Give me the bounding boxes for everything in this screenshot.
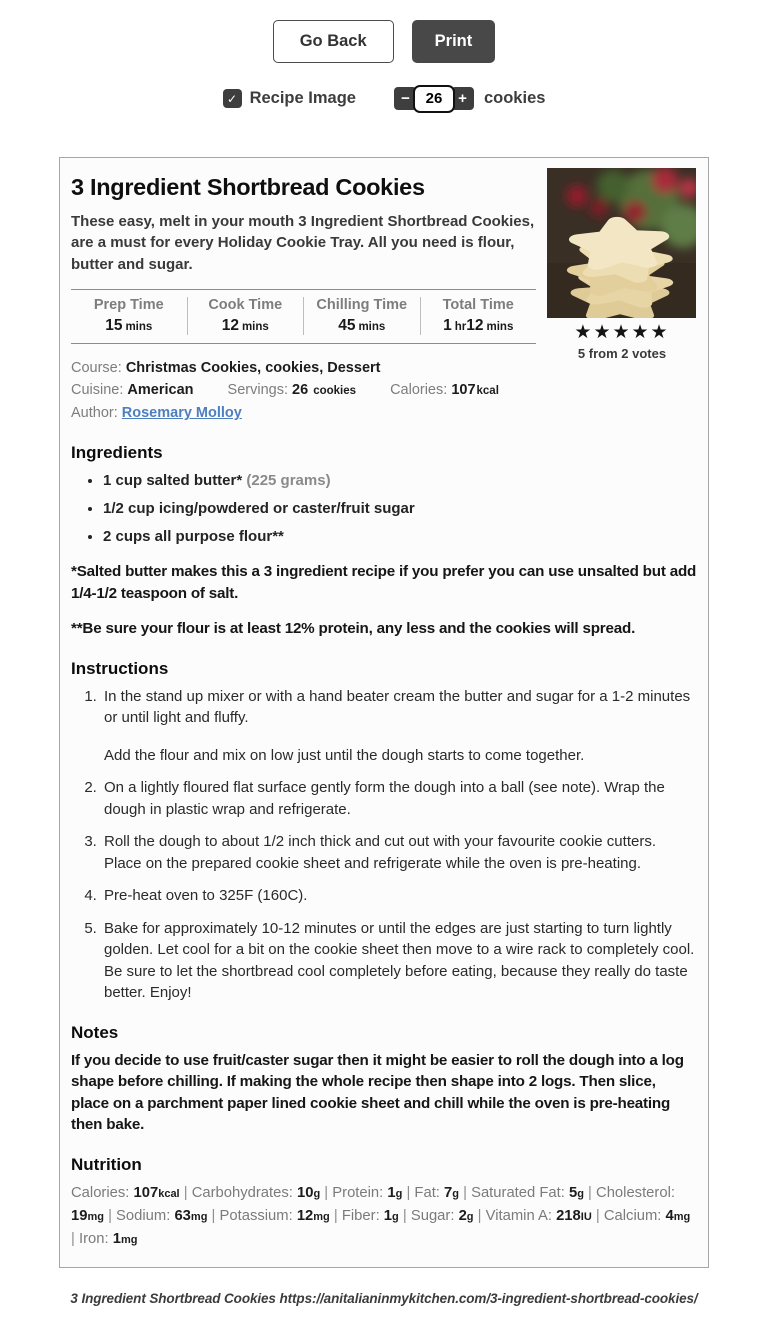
cuisine-servings-calories-line [71, 379, 536, 402]
times-table [71, 289, 536, 344]
recipe-image-label: Recipe Image [249, 89, 356, 107]
nutrition-unit: g [392, 1210, 399, 1223]
time-amount: 15 [105, 317, 123, 334]
decrease-servings-button[interactable]: − [394, 87, 417, 110]
nutrition-heading: Nutrition [71, 1154, 142, 1174]
nutrition-text [71, 1182, 697, 1251]
recipe-header [71, 166, 697, 425]
nutrition-label: Protein: [332, 1184, 388, 1201]
ingredient-item [103, 498, 697, 519]
ingredient-note: (225 grams) [242, 472, 331, 489]
nutrition-value: 218 [556, 1207, 581, 1224]
nutrition-separator: | [71, 1230, 79, 1247]
nutrition-label: Saturated Fat: [471, 1184, 569, 1201]
time-amount: 12 [221, 317, 239, 334]
nutrition-separator: | [329, 1207, 342, 1224]
nutrition-separator: | [591, 1207, 604, 1224]
nutrition-unit: mg [190, 1210, 208, 1223]
ingredients-list [71, 470, 697, 547]
source-citation: 3 Ingredient Shortbread Cookies https://anitalianinmykitchen.com/3-ingredient-shortbread-cookies/ [70, 1290, 698, 1306]
instruction-step [101, 831, 697, 874]
nutrition-value: 5 [568, 1184, 578, 1201]
servings-pair [228, 382, 361, 398]
time-label: Cook Time [208, 297, 283, 313]
recipe-card [59, 157, 709, 1268]
recipe-photo [547, 168, 696, 318]
time-label: Total Time [442, 297, 514, 313]
instruction-paragraph: Add the flour and mix on low just until the dough starts to come together. [104, 746, 585, 764]
time-amount: 1 [443, 317, 452, 334]
recipe-image-checkbox[interactable] [223, 89, 242, 108]
nutrition-separator: | [103, 1207, 117, 1224]
checkmark-icon: ✓ [227, 91, 238, 106]
nutrition-unit: mg [313, 1210, 330, 1223]
servings-unit: cookies [313, 385, 357, 397]
nutrition-value: 4 [665, 1207, 674, 1224]
nutrition-label: Calcium: [603, 1207, 666, 1224]
print-button[interactable]: Print [412, 20, 496, 63]
instruction-step [101, 885, 697, 907]
nutrition-label: Potassium: [219, 1207, 297, 1224]
instruction-step [101, 777, 697, 820]
instructions-list [71, 686, 697, 1004]
nutrition-value: 19 [71, 1207, 88, 1224]
ingredient-text: 1 cup salted butter* [103, 472, 243, 489]
nutrition-unit: g [452, 1187, 459, 1200]
ingredient-text: 1/2 cup icing/powdered or caster/fruit sugar [103, 500, 415, 517]
servings-value: 26 [292, 382, 309, 398]
nutrition-separator: | [473, 1207, 486, 1224]
nutrition-unit: mg [673, 1210, 691, 1223]
time-value [308, 317, 416, 335]
instruction-paragraph: 5. Bake for approximately 10-12 minutes or until the edges are just starting to turn lightly golden. Let cool for a bit on the cookie sheet then move to a wire rack to completely cool. Be sure to let the shortbread cool completely before eating, because they really do taste better. Enjoy! [104, 919, 695, 1001]
nutrition-label: Calories: [71, 1184, 134, 1201]
print-toolbar [0, 0, 768, 63]
time-cell [303, 297, 420, 335]
calories-pair [390, 382, 499, 398]
time-amount: 45 [338, 317, 356, 334]
nutrition-value: 2 [458, 1207, 467, 1224]
instructions-heading: Instructions [71, 658, 169, 678]
nutrition-value: 107 [133, 1184, 159, 1201]
time-label: Chilling Time [316, 297, 408, 313]
nutrition-value: 10 [296, 1184, 314, 1201]
nutrition-label: Carbohydrates: [191, 1184, 297, 1201]
ingredients-heading: Ingredients [71, 443, 163, 462]
instruction-step [101, 918, 697, 1004]
nutrition-separator: | [583, 1184, 597, 1201]
time-unit: mins [358, 321, 386, 333]
author-line [71, 402, 536, 424]
rating-votes: 5 from 2 votes [577, 345, 667, 361]
print-options-row [0, 85, 768, 113]
time-label: Prep Time [93, 297, 164, 313]
instruction-paragraph: 3. Roll the dough to about 1/2 inch thick and cut out with your favourite cookie cutters. Place on the prepared cookie sheet and refrigerate while the oven is pre-heating. [104, 833, 656, 872]
ingredient-footnote: *Salted butter makes this a 3 ingredient recipe if you prefer you can use unsalted but add 1/4-1/2 teaspoon of salt. [71, 563, 697, 602]
notes-heading: Notes [71, 1022, 119, 1042]
instruction-step [101, 686, 697, 767]
instruction-paragraph: 1. In the stand up mixer or with a hand beater cream the butter and sugar for a 1-2 minutes or until light and fluffy. [104, 687, 691, 726]
ingredient-footnotes [71, 561, 697, 640]
course-line [71, 357, 536, 379]
instruction-paragraph: 2. On a lightly floured flat surface gently form the dough into a ball (see note). Wrap the dough in plastic wrap and refrigerate. [104, 779, 665, 818]
time-unit: mins [241, 321, 269, 333]
nutrition-separator: | [320, 1184, 333, 1201]
time-value [425, 317, 533, 335]
nutrition-label: Sugar: [410, 1207, 459, 1224]
time-amount: 12 [466, 317, 484, 334]
ingredient-footnote: **Be sure your flour is at least 12% protein, any less and the cookies will spread. [71, 620, 636, 637]
nutrition-label: Sodium: [116, 1207, 175, 1224]
nutrition-unit: g [313, 1187, 321, 1200]
calories-value: 107 [451, 382, 476, 398]
nutrition-separator: | [402, 1184, 415, 1201]
nutrition-separator: | [179, 1184, 192, 1201]
recipe-meta [71, 357, 536, 424]
cuisine-label: Cuisine: [71, 382, 124, 398]
nutrition-unit: g [466, 1210, 474, 1223]
instruction-paragraph: 4. Pre-heat oven to 325F (160C). [104, 887, 308, 904]
recipe-title: 3 Ingredient Shortbread Cookies [71, 173, 425, 200]
nutrition-unit: g [577, 1187, 584, 1200]
nutrition-unit: mg [87, 1210, 104, 1223]
nutrition-label: Fiber: [341, 1207, 384, 1224]
time-unit: hr [454, 321, 467, 333]
nutrition-separator: | [398, 1207, 411, 1224]
ingredient-text: 2 cups all purpose flour** [103, 528, 284, 545]
rating-stars: ★★★★★ [574, 321, 670, 343]
time-unit: mins [486, 321, 514, 333]
time-cell [71, 297, 187, 335]
calories-unit: kcal [476, 385, 499, 397]
servings-input[interactable] [413, 85, 455, 113]
nutrition-value: 1 [383, 1207, 393, 1224]
servings-unit-label: cookies [483, 89, 546, 107]
nutrition-separator: | [207, 1207, 220, 1224]
ingredient-item [103, 470, 697, 491]
nutrition-separator: | [459, 1184, 472, 1201]
increase-servings-button[interactable]: + [451, 87, 474, 110]
nutrition-value: 12 [296, 1207, 314, 1224]
course-label: Course: [71, 360, 122, 376]
cuisine-pair [71, 382, 198, 398]
calories-label: Calories: [390, 382, 448, 398]
author-link[interactable]: Rosemary Molloy [121, 405, 242, 421]
servings-stepper [394, 85, 474, 113]
nutrition-unit: g [395, 1187, 403, 1200]
nutrition-value: 63 [174, 1207, 191, 1224]
nutrition-label: Cholesterol: [596, 1184, 675, 1201]
recipe-description: These easy, melt in your mouth 3 Ingredient Shortbread Cookies, are a must for every Holiday Cookie Tray. All you need is flour, butter and sugar. [71, 212, 535, 273]
nutrition-label: Vitamin A: [485, 1207, 557, 1224]
nutrition-unit: IU [580, 1210, 592, 1223]
time-value [75, 317, 183, 335]
course-value: Christmas Cookies, cookies, Dessert [125, 360, 381, 376]
author-label: Author: [71, 405, 118, 421]
go-back-button[interactable]: Go Back [273, 20, 394, 63]
nutrition-unit: mg [120, 1233, 138, 1246]
nutrition-value: 7 [444, 1184, 453, 1201]
nutrition-unit: kcal [158, 1187, 180, 1200]
servings-label: Servings: [227, 382, 288, 398]
nutrition-value: 1 [112, 1230, 121, 1247]
time-unit: mins [125, 321, 153, 333]
time-cell [187, 297, 304, 335]
time-cell [420, 297, 537, 335]
nutrition-label: Iron: [78, 1230, 113, 1247]
ingredient-item [103, 526, 697, 547]
notes-text: If you decide to use fruit/caster sugar then it might be easier to roll the dough into a log shape before chilling. If making the whole recipe then shape into 2 logs. Then slice, place on a parchment paper lined cookie sheet and chill while the oven is pre-heating then bake. [71, 1051, 684, 1133]
cuisine-value: American [127, 382, 194, 398]
time-value [192, 317, 300, 335]
nutrition-value: 1 [387, 1184, 396, 1201]
nutrition-label: Fat: [414, 1184, 445, 1201]
